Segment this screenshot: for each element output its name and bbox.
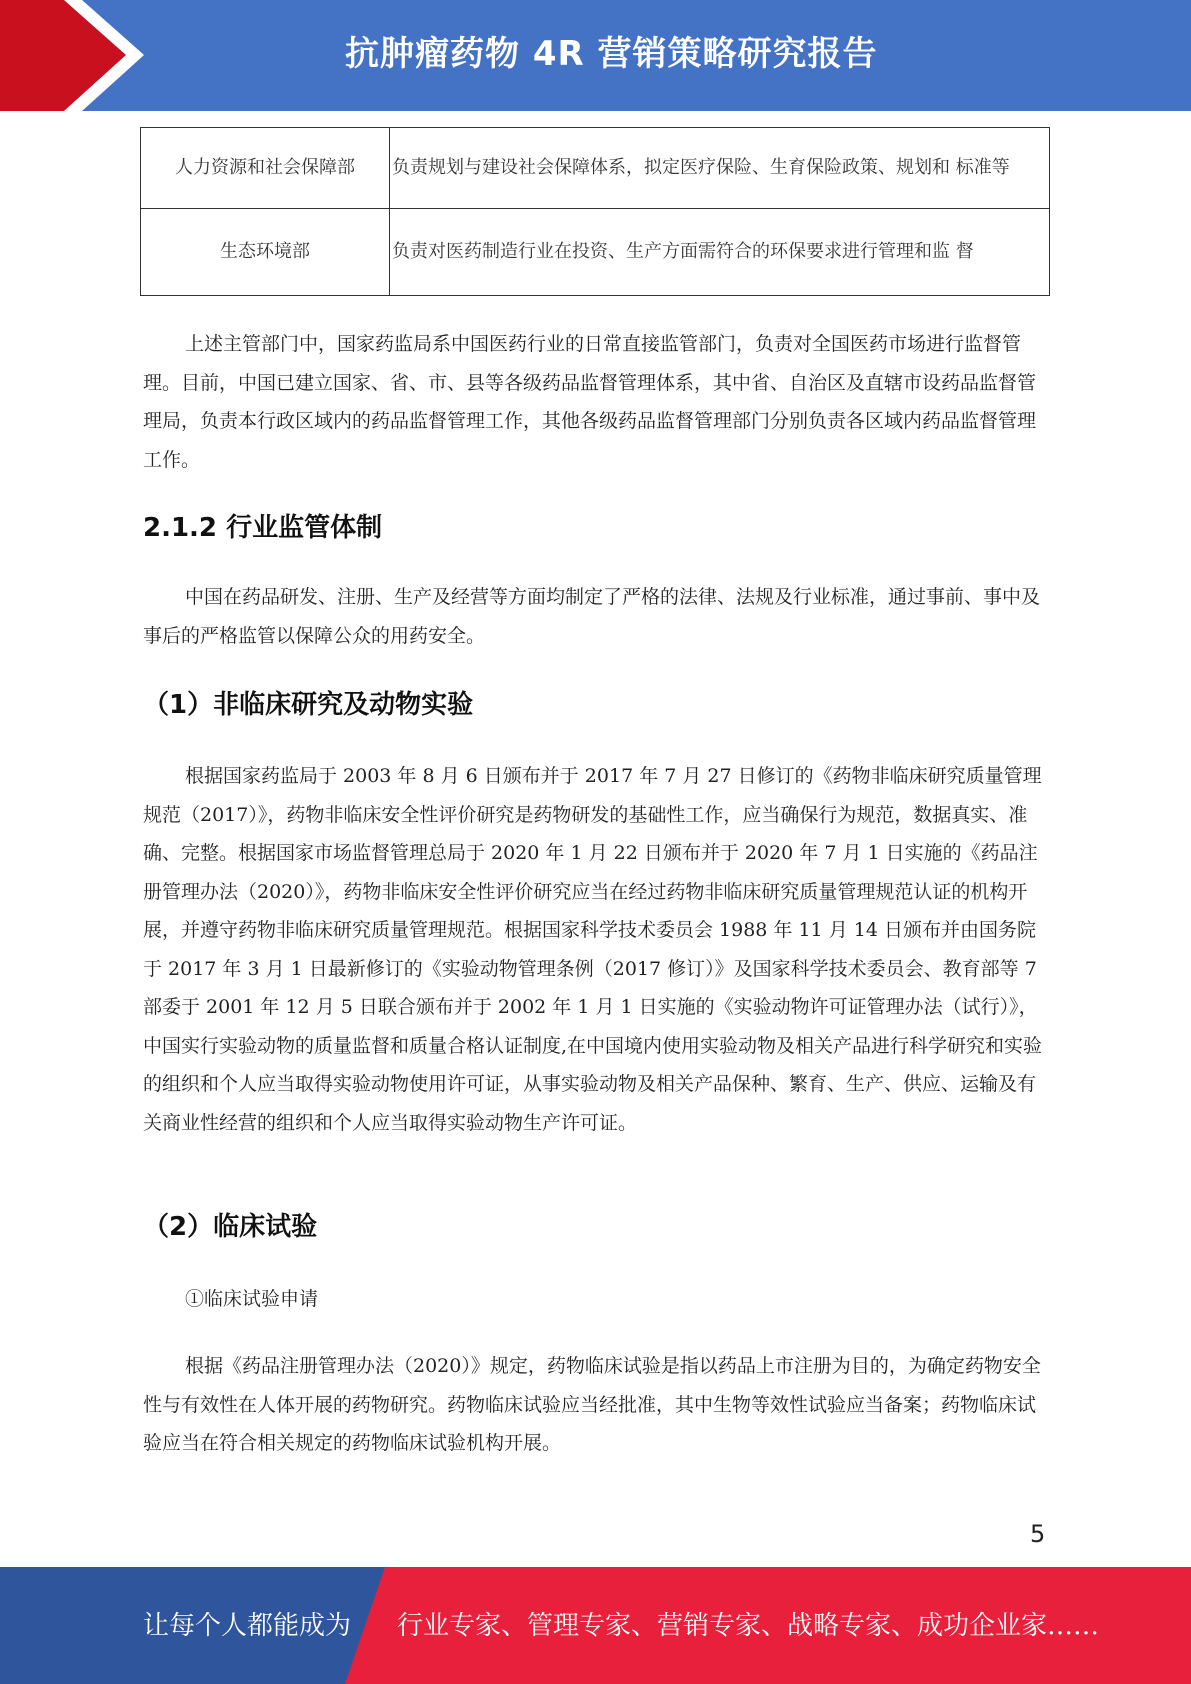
- paragraph-regulators: 上述主管部门中，国家药监局系中国医药行业的日常直接监管部门，负责对全国医药市场进行监督管理。目前，中国已建立国家、省、市、县等各级药品监督管理体系，其中省、自治区及直辖市设药品监督管理局，负责本行政区域内的药品监督管理工作，其他各级药品监督管理部门分别负责各区域内药品监督管理工作。: [143, 333, 1037, 471]
- paragraph-nonclinical: 根据国家药监局于 2003 年 8 月 6 日颁布并于 2017 年 7 月 27 日修订的《药物非临床研究质量管理规范（2017）》，药物非临床安全性评价研究是药物研发的基础性工作，应当确保行为规范，数据真实、准确、完整。根据国家市场监督管理总局于 2020 年 1 月 22 日颁布并于 2020 年 7 月 1 日实施的《药品注册管理办法（2020）》，药物非临床安全性评价研究应当在经过药物非临床研究质量管理规范认证的机构开展，并遵守药物非临床研究质量管理规范。根据国家科学技术委员会 1988 年 11 月 14 日颁布并由国务院于 2017 年 3 月 1 日最新修订的《实验动物管理条例（2017 修订）》及国家科学技术委员会、教育部等 7 部委于 2001 年 12 月 5 日联合颁布并于 2002 年 1 月 1 日实施的《实验动物许可证管理办法（试行）》，中国实行实验动物的质量监督和质量合格认证制度,在中国境内使用实验动物及相关产品进行科学研究和实验的组织和个人应当取得实验动物使用许可证，从事实验动物及相关产品保种、繁育、生产、供应、运输及有关商业性经营的组织和个人应当取得实验动物生产许可证。: [143, 765, 1043, 1134]
- page-footer: [0, 1567, 1191, 1684]
- table-row: [141, 128, 1050, 209]
- subsection-heading-clinical: （2）临床试验: [143, 1212, 318, 1242]
- footer-slogan-roles: 行业专家、管理专家、营销专家、战略专家、成功企业家……: [397, 1611, 1100, 1641]
- footer-slogan-lead: 让每个人都能成为: [143, 1611, 352, 1641]
- table-row: [141, 209, 1050, 296]
- page-header: [0, 0, 1191, 111]
- department-cell: 人力资源和社会保障部: [141, 128, 390, 209]
- department-table: [140, 127, 1050, 296]
- duty-cell: 负责规划与建设社会保障体系，拟定医疗保险、生育保险政策、规划和 标准等: [390, 128, 1050, 209]
- report-title: 抗肿瘤药物 4R 营销策略研究报告: [345, 34, 878, 74]
- duty-cell: 负责对医药制造行业在投资、生产方面需符合的环保要求进行管理和监 督: [390, 209, 1050, 296]
- section-heading-2-1-2: 2.1.2 行业监管体制: [143, 513, 383, 543]
- department-cell: 生态环境部: [141, 209, 390, 296]
- paragraph-regulation-overview: 中国在药品研发、注册、生产及经营等方面均制定了严格的法律、法规及行业标准，通过事前、事中及事后的严格监管以保障公众的用药安全。: [143, 586, 1041, 647]
- paragraph-clinical-application: 根据《药品注册管理办法（2020）》规定，药物临床试验是指以药品上市注册为目的，为确定药物安全性与有效性在人体开展的药物研究。药物临床试验应当经批准，其中生物等效性试验应当备案；药物临床试验应当在符合相关规定的药物临床试验机构开展。: [143, 1355, 1041, 1454]
- sub-item-clinical-application: ①临床试验申请: [185, 1288, 319, 1310]
- page-number: 5: [1030, 1520, 1046, 1548]
- subsection-heading-nonclinical: （1）非临床研究及动物实验: [143, 690, 474, 720]
